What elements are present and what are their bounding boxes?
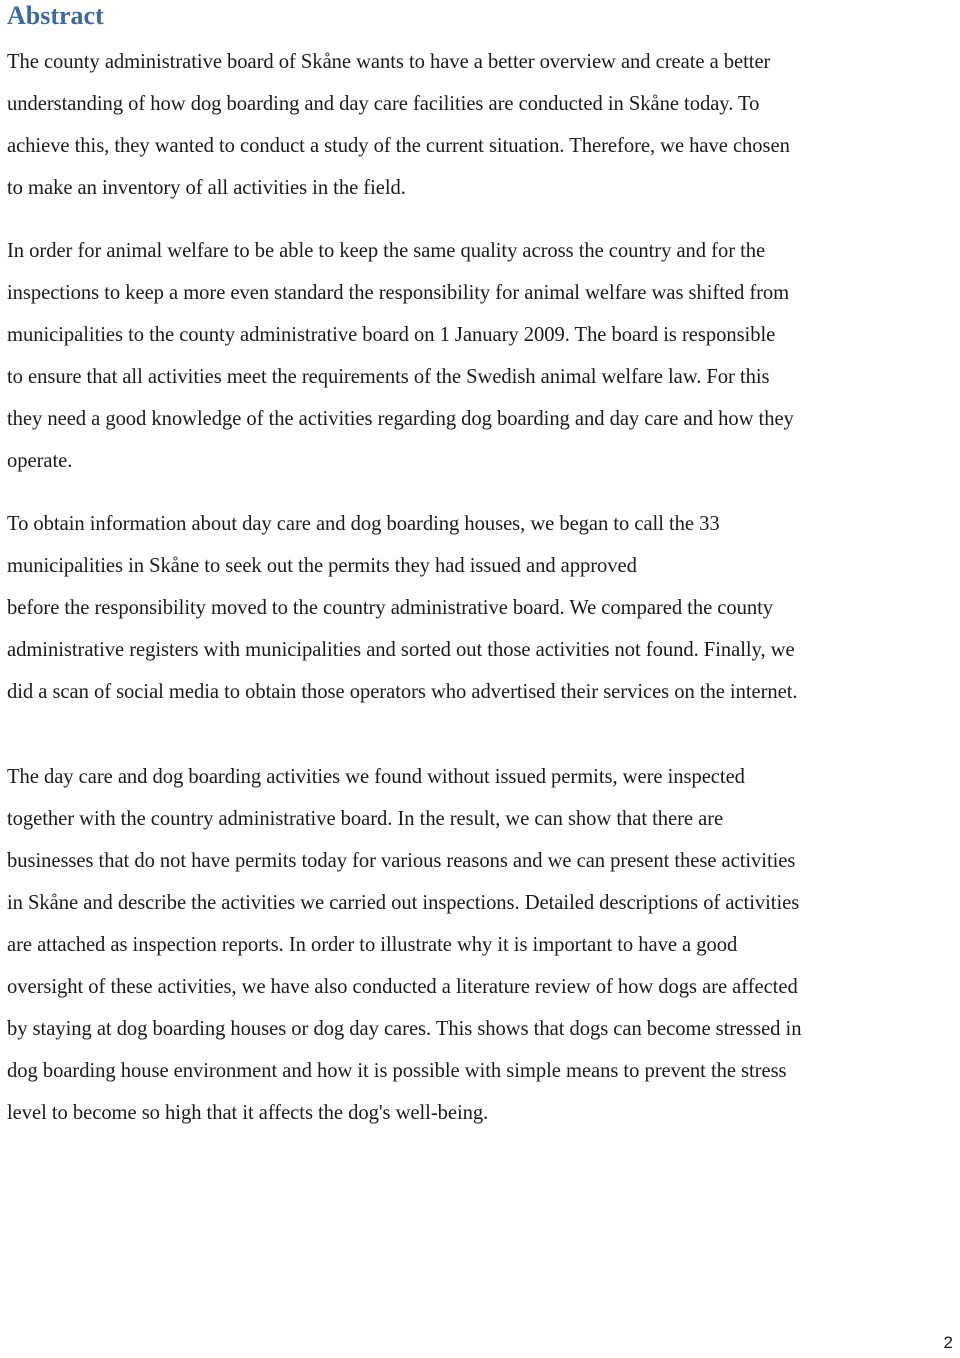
text-line: businesses that do not have permits today for various reasons and we can present these activities xyxy=(7,850,796,872)
text-line: achieve this, they wanted to conduct a study of the current situation. Therefore, we have chosen xyxy=(7,135,790,157)
text-line: operate. xyxy=(7,450,73,472)
text-line: together with the country administrative board. In the result, we can show that there are xyxy=(7,808,724,830)
text-line: understanding of how dog boarding and day care facilities are conducted in Skåne today. To xyxy=(7,93,760,115)
text-line: dog boarding house environment and how it is possible with simple means to prevent the stress xyxy=(7,1060,787,1082)
text-line: by staying at dog boarding houses or dog day cares. This shows that dogs can become stressed in xyxy=(7,1018,802,1040)
abstract-paragraph-4 xyxy=(7,756,955,1134)
text-line: municipalities to the county administrative board on 1 January 2009. The board is responsible xyxy=(7,324,776,346)
text-line: oversight of these activities, we have also conducted a literature review of how dogs are affected xyxy=(7,976,798,998)
text-line: The day care and dog boarding activities we found without issued permits, were inspected xyxy=(7,766,745,788)
abstract-paragraph-2 xyxy=(7,230,955,482)
abstract-heading: Abstract xyxy=(7,1,104,30)
text-line: To obtain information about day care and dog boarding houses, we began to call the 33 xyxy=(7,513,720,535)
abstract-paragraph-1 xyxy=(7,41,955,209)
text-line: in Skåne and describe the activities we carried out inspections. Detailed descriptions of activities xyxy=(7,892,800,914)
text-line: inspections to keep a more even standard the responsibility for animal welfare was shifted from xyxy=(7,282,790,304)
text-line: The county administrative board of Skåne wants to have a better overview and create a better xyxy=(7,51,771,73)
abstract-paragraph-3 xyxy=(7,503,955,713)
text-line: are attached as inspection reports. In order to illustrate why it is important to have a good xyxy=(7,934,738,956)
text-line: to ensure that all activities meet the requirements of the Swedish animal welfare law. For this xyxy=(7,366,770,388)
text-line: they need a good knowledge of the activities regarding dog boarding and day care and how they xyxy=(7,408,794,430)
text-line: municipalities in Skåne to seek out the permits they had issued and approved xyxy=(7,555,637,577)
text-line: before the responsibility moved to the country administrative board. We compared the county xyxy=(7,597,774,619)
text-line: did a scan of social media to obtain those operators who advertised their services on the internet. xyxy=(7,681,798,703)
text-line: level to become so high that it affects the dog's well-being. xyxy=(7,1102,489,1124)
text-line: In order for animal welfare to be able to keep the same quality across the country and for the xyxy=(7,240,766,262)
text-line: administrative registers with municipalities and sorted out those activities not found. Finally, we xyxy=(7,639,795,661)
page-number: 2 xyxy=(943,1333,953,1352)
text-line: to make an inventory of all activities in the field. xyxy=(7,177,406,199)
